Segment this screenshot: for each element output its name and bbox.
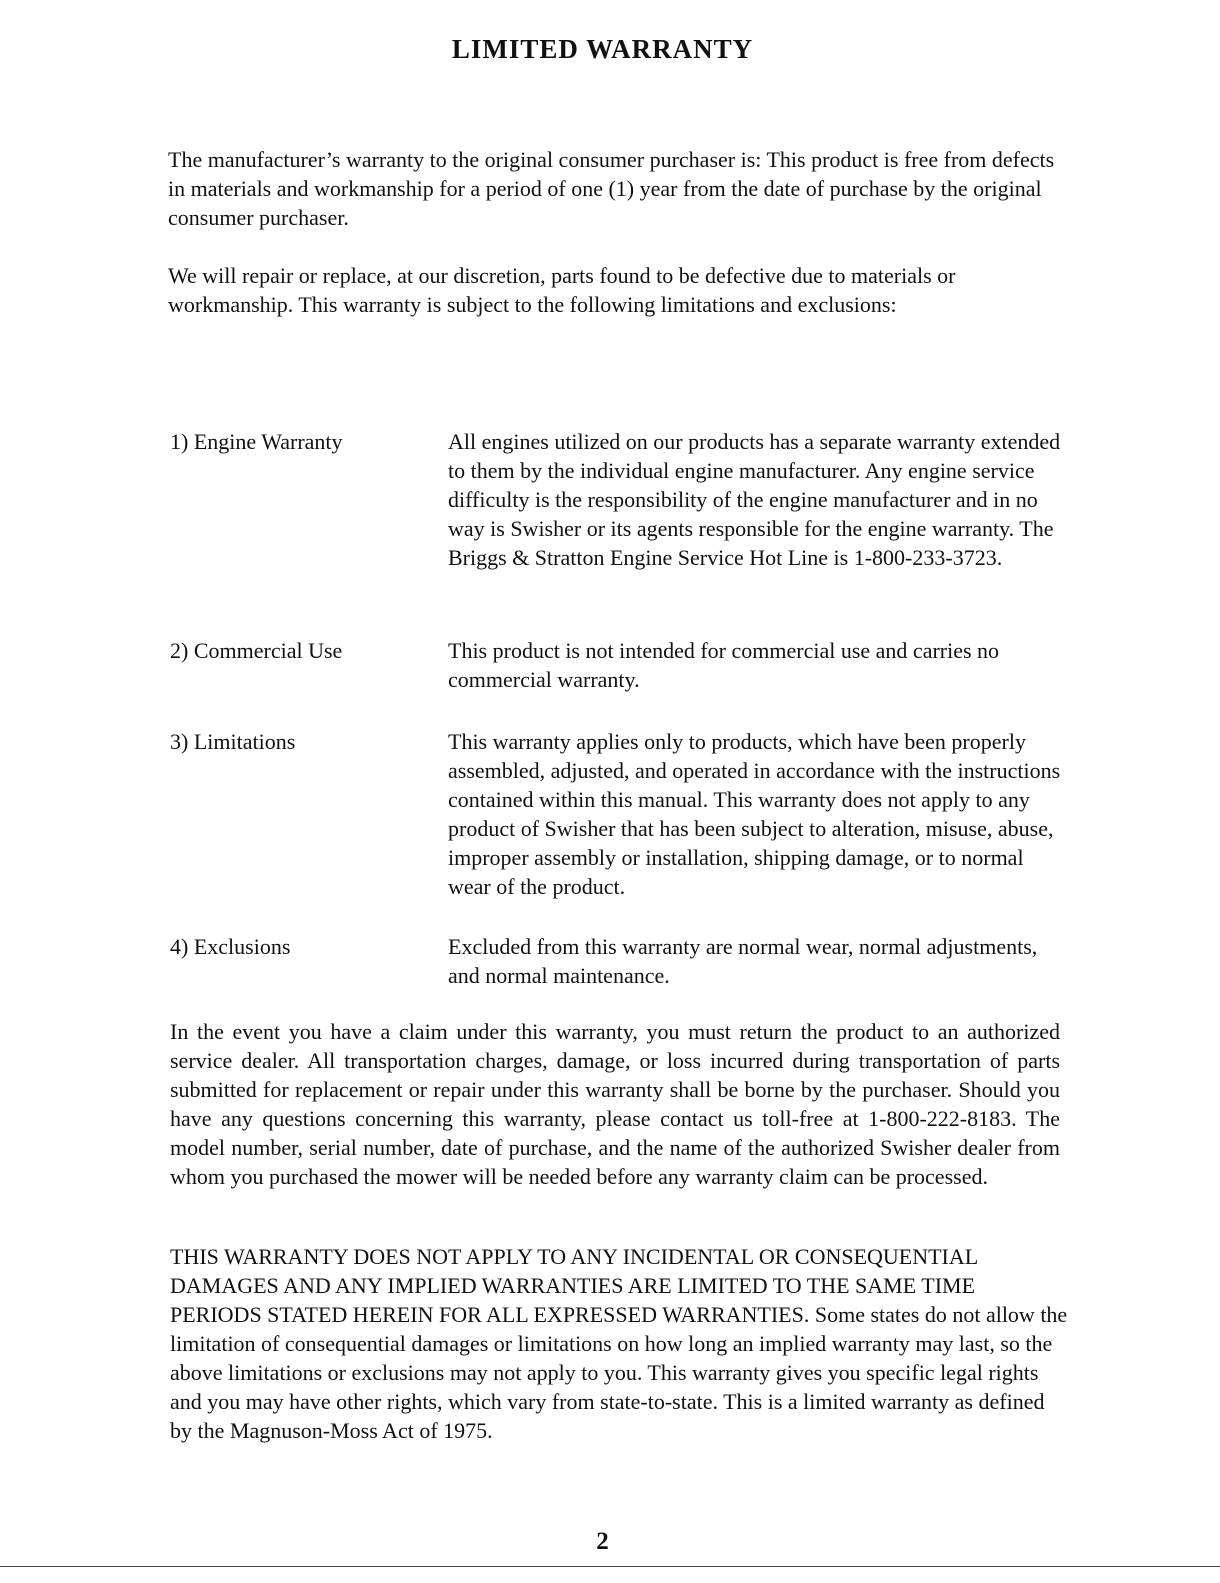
page-number: 2 (596, 1528, 609, 1555)
page-title: LIMITED WARRANTY (451, 34, 754, 64)
intro-paragraph-repair-replace: We will repair or replace, at our discretion, parts found to be defective due to materials or workmanship. This warranty is subject to the following limitations and exclusions: (168, 263, 956, 317)
item-label-limitations: 3) Limitations (170, 729, 296, 754)
item-text-limitations: This warranty applies only to products, which have been properly assembled, adjusted, and operated in accordance with the instructions contained within this manual. This warranty does not apply to any product of Swisher that has been subject to alteration, misuse, abuse, improper assembly or installation, shipping damage, or to normal wear of the product. (448, 729, 1061, 899)
item-label-commercial-use: 2) Commercial Use (170, 638, 343, 663)
item-text-exclusions: Excluded from this warranty are normal wear, normal adjustments, and normal maintenance. (448, 934, 1038, 988)
claim-paragraph: In the event you have a claim under this warranty, you must return the product to an authorized service dealer. All transportation charges, damage, or loss incurred during transportation of parts submitted for replacement or repair under this warranty shall be borne by the purchaser. Should you have any questions concerning this warranty, please contact us toll-free at 1-800-222-8183. The model number, serial number, date of purchase, and the name of the authorized Swisher dealer from whom you purchased the mower will be needed before any warranty claim can be processed. (170, 1019, 1060, 1189)
item-text-commercial-use: This product is not intended for commercial use and carries no commercial warranty. (448, 638, 1000, 692)
item-label-exclusions: 4) Exclusions (170, 934, 291, 959)
intro-paragraph-warranty-term: The manufacturer’s warranty to the original consumer purchaser is: This product is free from defects in materials and workmanship for a period of one (1) year from the date of purchase by the original consumer purchaser. (168, 147, 1055, 230)
bottom-rule (0, 1566, 1220, 1567)
item-label-engine-warranty: 1) Engine Warranty (170, 429, 343, 454)
disclaimer-paragraph: THIS WARRANTY DOES NOT APPLY TO ANY INCIDENTAL OR CONSEQUENTIAL DAMAGES AND ANY IMPLIED WARRANTIES ARE LIMITED TO THE SAME TIME PERIODS STATED HEREIN FOR ALL EXPRESSED WARRANTIES. Some states do not allow the limitation of consequential damages or limitations on how long an implied warranty may last, so the above limitations or exclusions may not apply to you. This warranty gives you specific legal rights and you may have other rights, which vary from state-to-state. This is a limited warranty as defined by the Magnuson-Moss Act of 1975. (170, 1244, 1068, 1443)
item-text-engine-warranty: All engines utilized on our products has a separate warranty extended to them by the individual engine manufacturer. Any engine service difficulty is the responsibility of the engine manufacturer and in no way is Swisher or its agents responsible for the engine warranty. The Briggs & Stratton Engine Service Hot Line is 1-800-233-3723. (448, 429, 1061, 570)
